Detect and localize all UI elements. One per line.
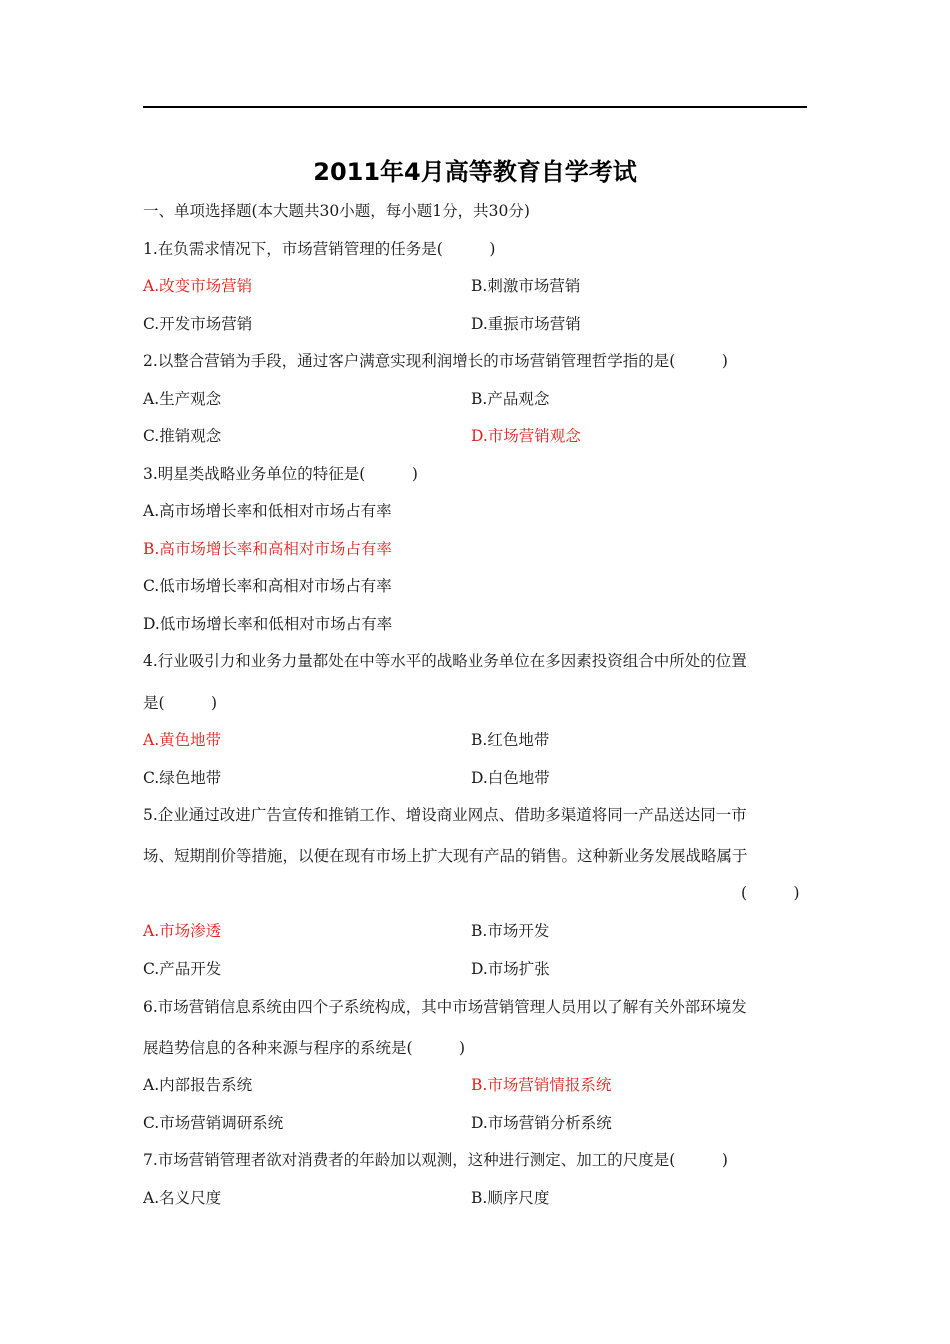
question-3-stem: 3.明星类战略业务单位的特征是( ) — [143, 465, 418, 483]
question-5-stem-line-2: 场、短期削价等措施，以便在现有市场上扩大现有产品的销售。这种新业务发展战略属于 — [143, 847, 748, 865]
q3-option-a: A.高市场增长率和低相对市场占有率 — [143, 502, 392, 520]
q6-option-d: D.市场营销分析系统 — [471, 1114, 612, 1132]
question-6-stem-line-2: 展趋势信息的各种来源与程序的系统是( ) — [143, 1039, 466, 1057]
q4-option-a: A.黄色地带 — [143, 731, 222, 749]
question-2-stem: 2.以整合营销为手段，通过客户满意实现利润增长的市场营销管理哲学指的是( ) — [143, 352, 728, 370]
q2-option-d: D.市场营销观念 — [471, 427, 581, 445]
q3-option-d: D.低市场增长率和低相对市场占有率 — [143, 615, 393, 633]
page-title: 2011年4月高等教育自学考试 — [313, 158, 637, 186]
q6-option-c: C.市场营销调研系统 — [143, 1114, 284, 1132]
question-4-stem-line-2: 是( ) — [143, 694, 218, 712]
question-4-stem-line-1: 4.行业吸引力和业务力量都处在中等水平的战略业务单位在多因素投资组合中所处的位置 — [143, 652, 747, 670]
q2-option-c: C.推销观念 — [143, 427, 222, 445]
question-1-stem: 1.在负需求情况下，市场营销管理的任务是( ) — [143, 240, 496, 258]
question-5-answer-blank: ( ) — [741, 884, 800, 902]
q3-option-b: B.高市场增长率和高相对市场占有率 — [143, 540, 392, 558]
q5-option-a: A.市场渗透 — [143, 922, 222, 940]
section-heading: 一、单项选择题(本大题共30小题，每小题1分，共30分) — [143, 202, 530, 220]
q2-option-a: A.生产观念 — [143, 390, 222, 408]
q6-option-b: B.市场营销情报系统 — [471, 1076, 612, 1094]
question-7-stem: 7.市场营销管理者欲对消费者的年龄加以观测，这种进行测定、加工的尺度是( ) — [143, 1151, 728, 1169]
header-rule — [143, 106, 807, 108]
question-5-stem-line-1: 5.企业通过改进广告宣传和推销工作、增设商业网点、借助多渠道将同一产品送达同一市 — [143, 806, 747, 824]
q4-option-d: D.白色地带 — [471, 769, 550, 787]
q7-option-a: A.名义尺度 — [143, 1189, 222, 1207]
q5-option-c: C.产品开发 — [143, 960, 222, 978]
q1-option-c: C.开发市场营销 — [143, 315, 253, 333]
q7-option-b: B.顺序尺度 — [471, 1189, 550, 1207]
q6-option-a: A.内部报告系统 — [143, 1076, 253, 1094]
q1-option-a: A.改变市场营销 — [143, 277, 253, 295]
q4-option-c: C.绿色地带 — [143, 769, 222, 787]
q4-option-b: B.红色地带 — [471, 731, 550, 749]
q1-option-b: B.刺激市场营销 — [471, 277, 581, 295]
q5-option-d: D.市场扩张 — [471, 960, 550, 978]
q5-option-b: B.市场开发 — [471, 922, 550, 940]
q1-option-d: D.重振市场营销 — [471, 315, 581, 333]
question-6-stem-line-1: 6.市场营销信息系统由四个子系统构成，其中市场营销管理人员用以了解有关外部环境发 — [143, 998, 747, 1016]
q2-option-b: B.产品观念 — [471, 390, 550, 408]
q3-option-c: C.低市场增长率和高相对市场占有率 — [143, 577, 392, 595]
